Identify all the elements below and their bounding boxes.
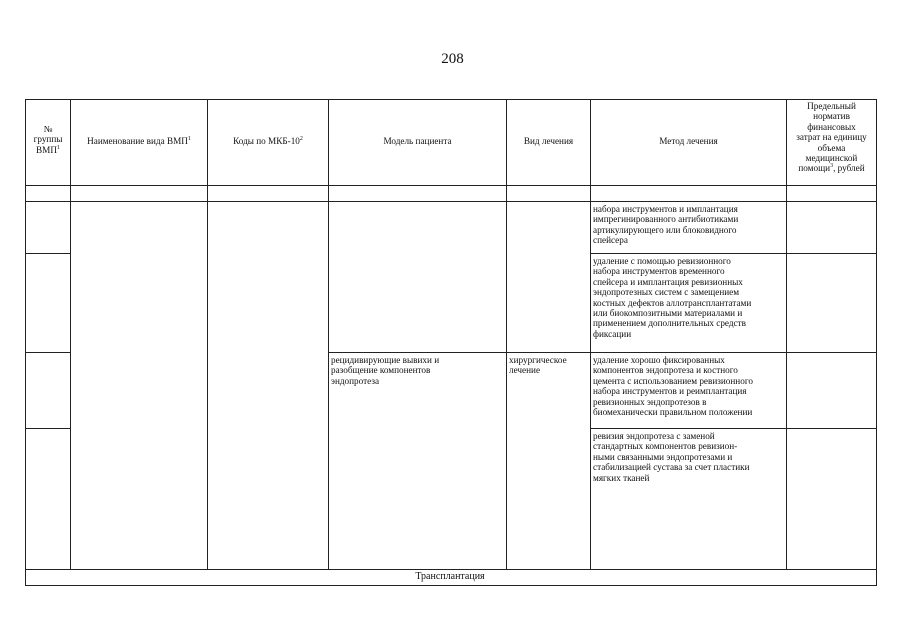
treatment-type-cell: хирургическое лечение: [509, 355, 567, 376]
header-treatment-type: Вид лечения: [523, 136, 574, 146]
header-icd-codes: Коды по МКБ-$10^2$: [233, 135, 303, 146]
row-divider: [328, 352, 876, 353]
header-treatment-method: Метод лечения: [659, 136, 718, 146]
header-bottom-border: [25, 185, 876, 186]
method-cell: удаление хорошо фиксированных компонентов эндопротеза и костного цемента с использованием ревизионного набора инструментов и реимплантация ревизионных эндопротезов в биомеханически правильном положении: [593, 355, 753, 418]
column-divider: [328, 99, 329, 570]
numbering-row-border: [25, 201, 876, 202]
header-cost-limit: Предельный норматив финансовых затрат на единицу объема медицинской помощи$^3$, рублей: [796, 101, 867, 174]
method-cell: ревизия эндопротеза с заменой стандартных компонентов ревизион- ными связанными эндопротезами и стабилизацией сустава за счет пластики мягких тканей: [593, 431, 750, 483]
row-divider: [25, 253, 70, 254]
row-divider: [590, 253, 876, 254]
section-top-border: [25, 569, 876, 570]
header-vmp-name: Наименование вида ВМП$^1$: [87, 135, 191, 146]
column-divider: [207, 99, 208, 570]
method-cell: набора инструментов и имплантация импрегинированного антибиотиками артикулирующего или блоковидного спейсера: [593, 204, 739, 246]
header-group-no: № группы ВМП$^1$: [33, 124, 63, 155]
row-divider: [25, 352, 70, 353]
method-cell: удаление с помощью ревизионного набора инструментов временного спейсера и имплантация ревизионных эндопротезных систем с замещением костных дефектов аллотрансплантатами или биокомпозитными материалами и применением дополнительных средств фиксации: [593, 256, 752, 339]
table-left-border: [25, 99, 26, 586]
row-divider: [590, 428, 876, 429]
section-title: Трансплантация: [415, 571, 485, 582]
row-divider: [25, 428, 70, 429]
patient-model-cell: рецидивирующие вывихи и разобщение компонентов эндопротеза: [331, 355, 440, 386]
column-divider: [506, 99, 507, 570]
table-bottom-border: [25, 585, 876, 586]
column-divider: [70, 99, 71, 570]
page-number: 208: [441, 51, 464, 67]
table-right-border: [876, 99, 877, 586]
header-patient-model: Модель пациента: [383, 136, 452, 146]
column-divider: [590, 99, 591, 570]
table-top-border: [25, 99, 876, 100]
